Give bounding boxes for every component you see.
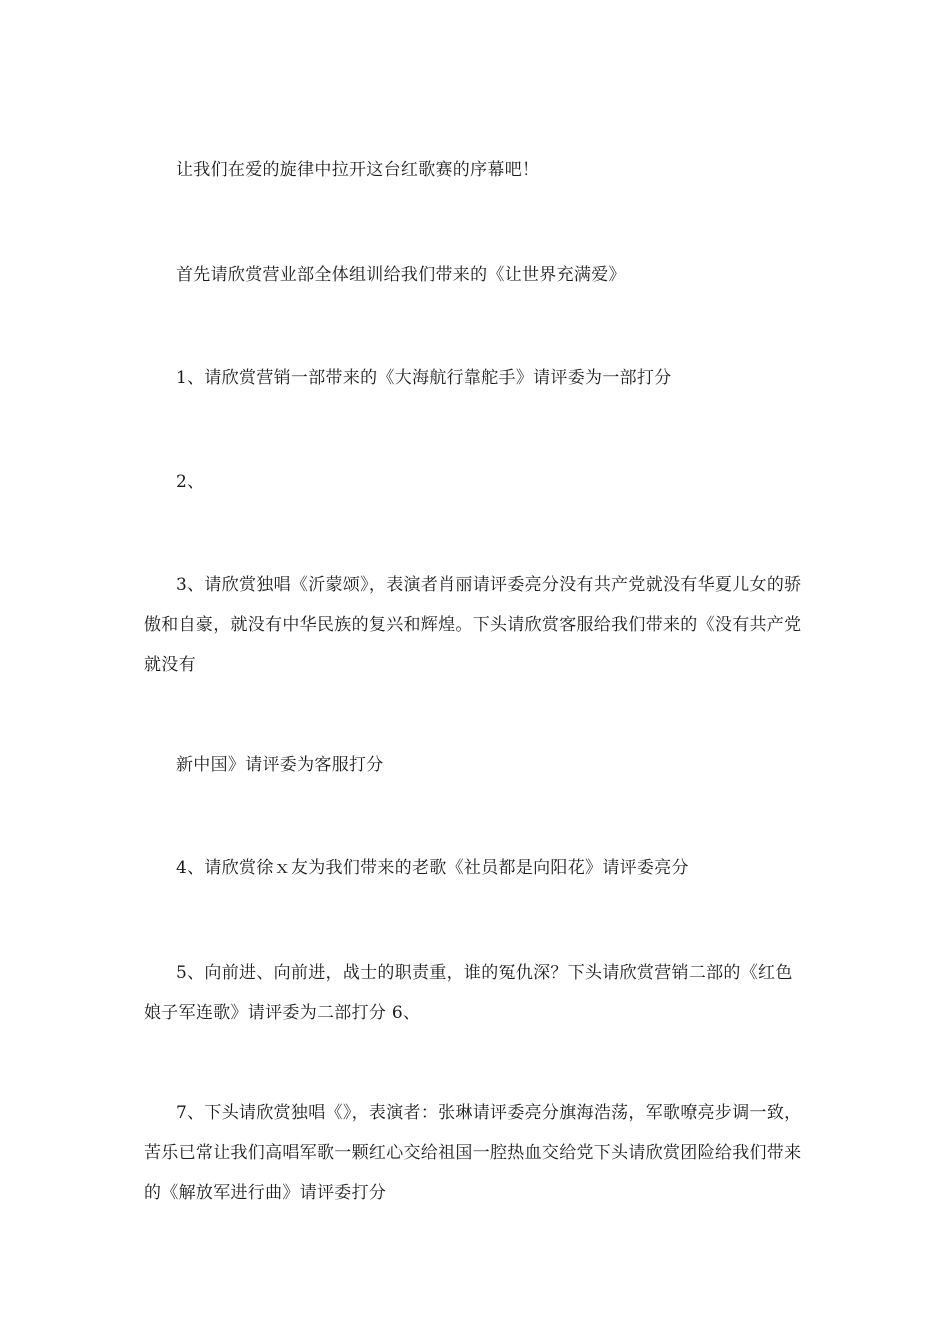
paragraph-first-performance: 首先请欣赏营业部全体组训给我们带来的《让世界充满爱》 — [176, 265, 626, 285]
paragraph-item-2: 2、 — [176, 472, 205, 492]
paragraph-item-3-continued: 新中国》请评委为客服打分 — [176, 755, 384, 775]
paragraph-item-4: 4、请欣赏徐ｘ友为我们带来的老歌《社员都是向阳花》请评委亮分 — [176, 858, 689, 878]
paragraph-item-7: 7、下头请欣赏独唱《》，表演者：张琳请评委亮分旗海浩荡，军歌嘹亮步调一致，苦乐已常让我们高唱军歌一颗红心交给祖国一腔热血交给党下头请欣赏团险给我们带来的《解放军进行曲》请评委打分 — [144, 1103, 802, 1203]
paragraph-opening: 让我们在爱的旋律中拉开这台红歌赛的序幕吧！ — [176, 160, 540, 180]
paragraph-item-1: 1、请欣赏营销一部带来的《大海航行靠舵手》请评委为一部打分 — [176, 368, 672, 388]
paragraph-item-5: 5、向前进、向前进，战士的职责重，谁的冤仇深？下头请欣赏营销二部的《红色娘子军连歌》请评委为二部打分 6、 — [144, 963, 793, 1023]
paragraph-item-3: 3、请欣赏独唱《沂蒙颂》，表演者肖丽请评委亮分没有共产党就没有华夏儿女的骄傲和自豪，就没有中华民族的复兴和辉煌。下头请欣赏客服给我们带来的《没有共产党就没有 — [144, 575, 802, 675]
